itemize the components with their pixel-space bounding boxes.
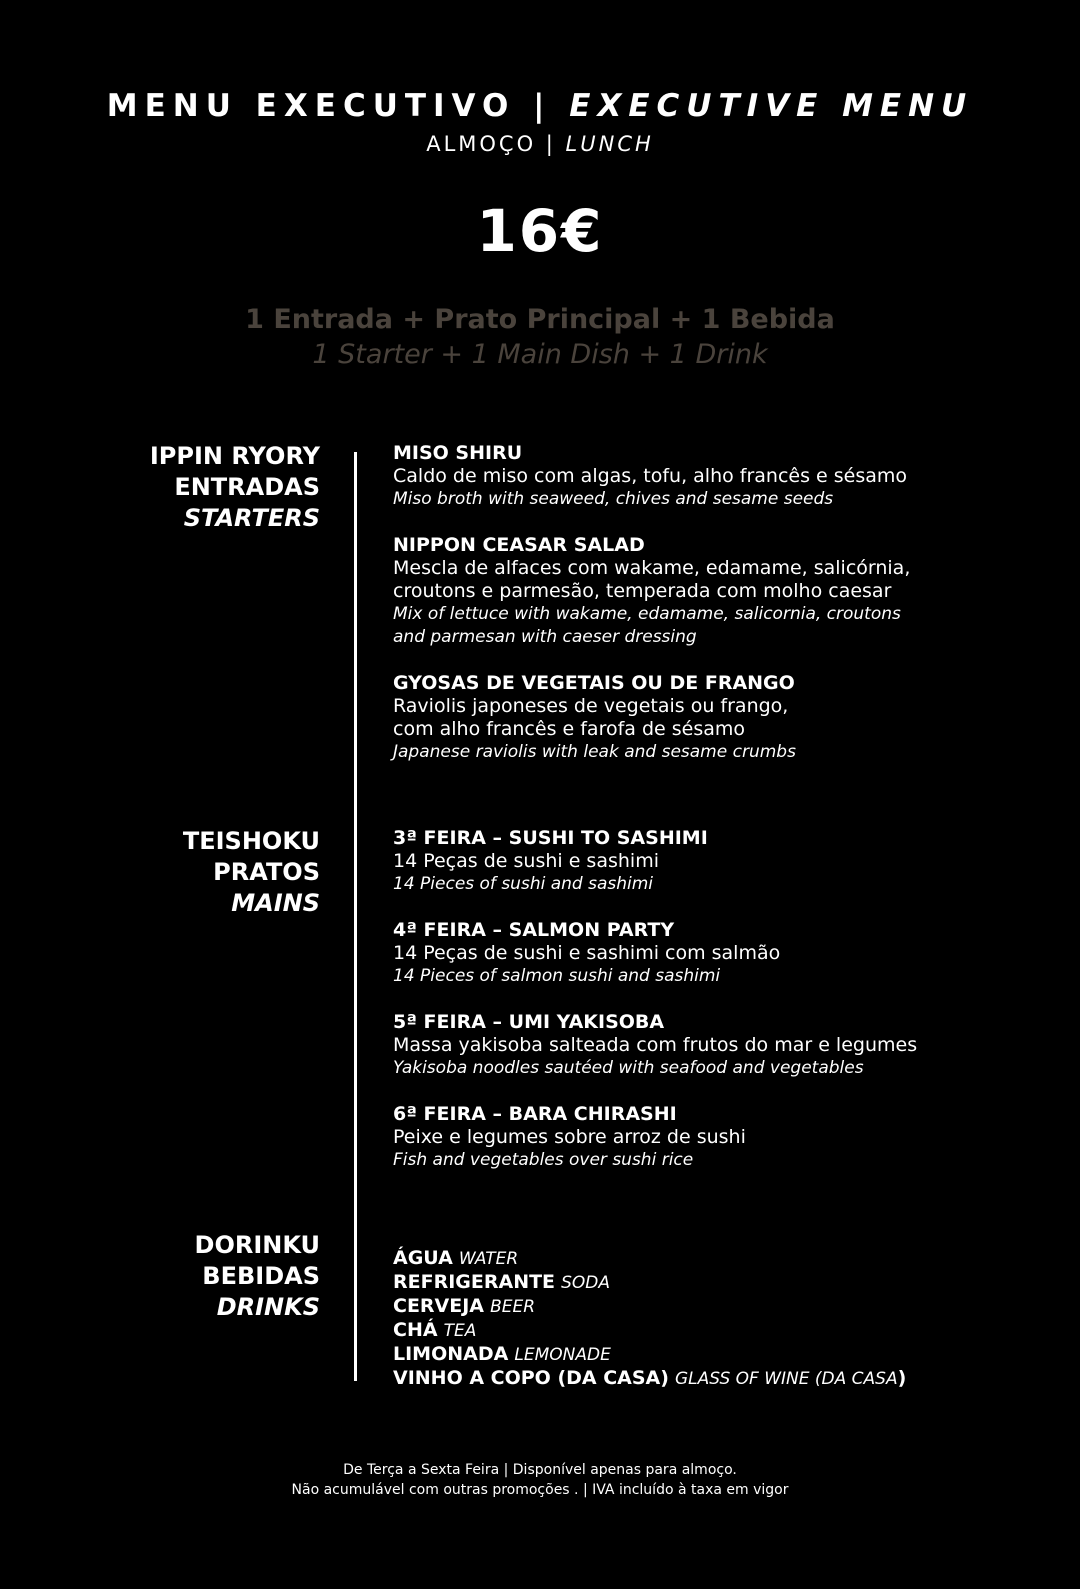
menu-item: [393, 442, 1053, 511]
label-pt: ENTRADAS: [174, 473, 320, 501]
subtitle-en: LUNCH: [565, 132, 654, 156]
menu-header: [0, 86, 1080, 158]
label-jp: IPPIN RYORY: [149, 442, 320, 470]
drink-name-pt: ÁGUA: [393, 1247, 453, 1269]
label-en: DRINKS: [216, 1293, 320, 1321]
label-jp: TEISHOKU: [182, 827, 320, 855]
drink-item: [393, 1319, 1053, 1343]
item-name: 4ª FEIRA – SALMON PARTY: [393, 919, 675, 941]
label-en: MAINS: [231, 889, 320, 917]
menu-item: [393, 672, 1053, 764]
drink-name-en: BEER: [490, 1297, 536, 1317]
menu-item: [393, 919, 1053, 988]
footer-line-2: Não acumulável com outras promoções . | IVA incluído à taxa em vigor: [291, 1482, 789, 1498]
item-description-en: Mix of lettuce with wakame, edamame, salicornia, croutons: [393, 604, 901, 624]
item-description-en: 14 Pieces of sushi and sashimi: [393, 874, 654, 894]
drinks-list: [393, 1247, 1053, 1391]
menu-item: [393, 1103, 1053, 1172]
vertical-divider: [354, 452, 357, 1381]
title-en: EXECUTIVE MENU: [569, 88, 974, 124]
item-description-pt: Peixe e legumes sobre arroz de sushi: [393, 1126, 746, 1148]
label-jp: DORINKU: [194, 1231, 320, 1259]
item-description-pt: com alho francês e farofa de sésamo: [393, 718, 746, 740]
item-description-pt: croutons e parmesão, temperada com molho caesar: [393, 580, 892, 602]
item-description-en: Miso broth with seaweed, chives and sesame seeds: [393, 489, 834, 509]
section-label-starters: [150, 441, 320, 534]
item-description-pt: Raviolis japoneses de vegetais ou frango,: [393, 695, 789, 717]
combo-en: 1 Starter + 1 Main Dish + 1 Drink: [312, 339, 768, 370]
footer-note: [0, 1460, 1080, 1500]
title-separator: |: [515, 88, 570, 124]
drink-item: [393, 1295, 1053, 1319]
mains-list: [393, 827, 1053, 1195]
item-description-en: and parmesan with caeser dressing: [393, 627, 697, 647]
item-description-pt: Mescla de alfaces com wakame, edamame, salicórnia,: [393, 557, 911, 579]
menu-item: [393, 1011, 1053, 1080]
drink-item: [393, 1247, 1053, 1271]
drink-name-en: TEA: [443, 1321, 477, 1341]
item-name: 3ª FEIRA – SUSHI TO SASHIMI: [393, 827, 708, 849]
drink-item: [393, 1271, 1053, 1295]
item-name: 6ª FEIRA – BARA CHIRASHI: [393, 1103, 677, 1125]
item-description-pt: 14 Peças de sushi e sashimi: [393, 850, 659, 872]
menu-item: [393, 534, 1053, 649]
menu-item: [393, 827, 1053, 896]
drink-name-en: WATER: [458, 1249, 519, 1269]
title-pt: MENU EXECUTIVO: [106, 88, 516, 124]
drink-item: [393, 1343, 1053, 1367]
footer-line-1: De Terça a Sexta Feira | Disponível apenas para almoço.: [343, 1462, 737, 1478]
menu-price: 16€: [476, 197, 604, 265]
item-name: GYOSAS DE VEGETAIS OU DE FRANGO: [393, 672, 795, 694]
drink-name-pt: LIMONADA: [393, 1343, 509, 1365]
subtitle-separator: |: [536, 132, 566, 156]
drink-name-pt: VINHO A COPO (DA CASA): [393, 1367, 669, 1389]
combo-description: [0, 302, 1080, 372]
drink-name-tail: ): [897, 1367, 907, 1389]
drink-name-pt: REFRIGERANTE: [393, 1271, 556, 1293]
label-en: STARTERS: [183, 504, 320, 532]
label-pt: PRATOS: [213, 858, 320, 886]
item-description-en: 14 Pieces of salmon sushi and sashimi: [393, 966, 721, 986]
item-description-en: Japanese raviolis with leak and sesame crumbs: [393, 742, 796, 762]
drink-name-en: GLASS OF WINE (DA CASA: [675, 1369, 898, 1389]
item-description-pt: Massa yakisoba salteada com frutos do mar e legumes: [393, 1034, 918, 1056]
drink-name-en: LEMONADE: [514, 1345, 611, 1365]
drink-name-en: SODA: [561, 1273, 610, 1293]
drink-name-pt: CHÁ: [393, 1319, 438, 1341]
item-description-en: Yakisoba noodles sautéed with seafood and vegetables: [393, 1058, 864, 1078]
section-label-drinks: [195, 1230, 320, 1323]
drink-item: [393, 1367, 1053, 1391]
item-description-pt: 14 Peças de sushi e sashimi com salmão: [393, 942, 781, 964]
item-name: NIPPON CEASAR SALAD: [393, 534, 645, 556]
drink-name-pt: CERVEJA: [393, 1295, 485, 1317]
item-description-en: Fish and vegetables over sushi rice: [393, 1150, 694, 1170]
menu-title: [0, 86, 1080, 126]
combo-pt: 1 Entrada + Prato Principal + 1 Bebida: [245, 304, 835, 335]
subtitle-pt: ALMOÇO: [426, 132, 537, 156]
starters-list: [393, 442, 1053, 787]
item-description-pt: Caldo de miso com algas, tofu, alho francês e sésamo: [393, 465, 908, 487]
menu-subtitle: [0, 130, 1080, 158]
label-pt: BEBIDAS: [202, 1262, 320, 1290]
item-name: MISO SHIRU: [393, 442, 523, 464]
item-name: 5ª FEIRA – UMI YAKISOBA: [393, 1011, 665, 1033]
section-label-mains: [183, 826, 320, 919]
